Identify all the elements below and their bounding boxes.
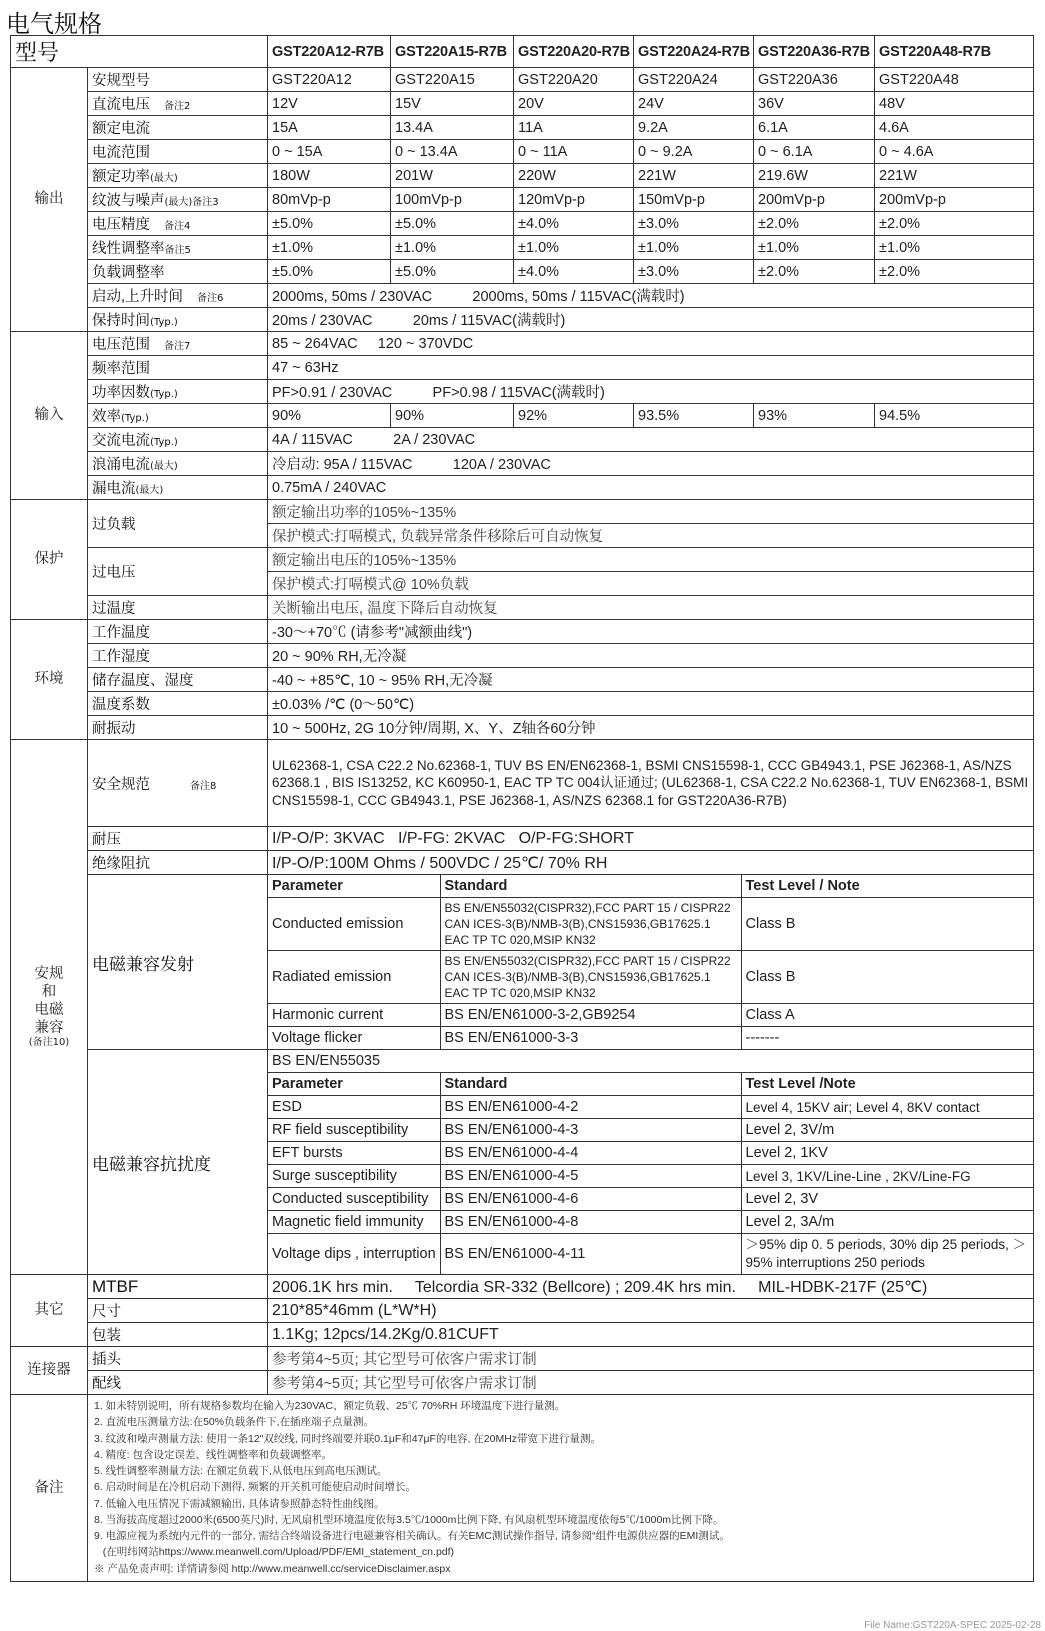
emc-immunity-table: [268, 1050, 1033, 1274]
cell-value: 220W: [514, 164, 634, 188]
level-cell: Level 2, 3A/m: [741, 1211, 1033, 1234]
row-label: 纹波与噪声(最大)备注3: [88, 188, 268, 212]
output-row: [11, 140, 1034, 164]
cell-value: 关断输出电压, 温度下降后自动恢复: [268, 596, 1034, 620]
column-header: Parameter: [268, 875, 440, 898]
cell-value: 13.4A: [391, 116, 514, 140]
table-row: [268, 1165, 1033, 1188]
environment-row: [11, 716, 1034, 740]
input-row: [11, 404, 1034, 428]
input-group-label: 输入: [11, 332, 88, 500]
cell-value: 93%: [754, 404, 875, 428]
cell-value: 100mVp-p: [391, 188, 514, 212]
row-label: 启动,上升时间 备注6: [88, 284, 268, 308]
cell-value: 93.5%: [634, 404, 754, 428]
standard-cell: BS EN/EN61000-4-5: [440, 1165, 741, 1188]
output-row: [11, 260, 1034, 284]
level-cell: Level 2, 1KV: [741, 1142, 1033, 1165]
cell-value: 11A: [514, 116, 634, 140]
row-label: 负载调整率: [88, 260, 268, 284]
table-row: [268, 898, 1033, 951]
cell-value: 4A / 115VAC 2A / 230VAC: [268, 428, 1034, 452]
row-label: 线性调整率备注5: [88, 236, 268, 260]
note-line: 2. 直流电压测量方法:在50%负载条件下,在插座端子点量测。: [94, 1416, 375, 1429]
standard-cell: BS EN/EN55032(CISPR32),FCC PART 15 / CISPR22 CAN ICES-3(B)/NMB-3(B),CNS15936,GB17625.1 EAC TP TC 020,MSIP KN32: [440, 951, 741, 1004]
safety-group-label: 安规 和 电磁 兼容 (备注10): [11, 740, 88, 1275]
model-name: GST220A48-R7B: [875, 36, 1034, 68]
standard-cell: BS EN/EN61000-4-8: [440, 1211, 741, 1234]
emc-emission-table: [268, 875, 1033, 1049]
column-header: Test Level /Note: [741, 1073, 1033, 1096]
cell-value: -30～+70℃ (请参考"减额曲线"): [268, 620, 1034, 644]
standard-cell: BS EN/EN61000-4-11: [440, 1234, 741, 1275]
cell-value: 0.75mA / 240VAC: [268, 476, 1034, 500]
param-cell: Harmonic current: [268, 1004, 440, 1027]
input-row: [11, 476, 1034, 500]
standard-cell: BS EN/EN61000-4-2: [440, 1096, 741, 1119]
cell-value: 200mVp-p: [875, 188, 1034, 212]
row-label: 工作温度: [88, 620, 268, 644]
cell-value: 85 ~ 264VAC 120 ~ 370VDC: [268, 332, 1034, 356]
file-name-footer: File Name:GST220A-SPEC 2025-02-28: [864, 1620, 1041, 1631]
safety-standards-text: UL62368-1, CSA C22.2 No.62368-1, TUV BS EN/EN62368-1, BSMI CNS15598-1, CCC GB4943.1, PSE J62368-1, AS/NZS 62368.1 , BIS IS13252, KC K60950-1, EAC TP TC 004认证通过; (UL62368-1, CSA C22.2 No.62368-1, TUV EN62368-1, BSMI CNS15598-1, CCC GB4943.1, PSE J62368-1, AS/NZS 62368.1 for GST220A36-R7B): [268, 740, 1034, 827]
standard-cell: BS EN/EN61000-4-6: [440, 1188, 741, 1211]
cell-value: 9.2A: [634, 116, 754, 140]
level-cell: Class B: [741, 951, 1033, 1004]
input-row: [11, 452, 1034, 476]
cell-value: I/P-O/P:100M Ohms / 500VDC / 25℃/ 70% RH: [268, 851, 1034, 875]
cell-value: ±5.0%: [268, 260, 391, 284]
param-cell: Voltage dips , interruption: [268, 1234, 440, 1275]
cell-value: 80mVp-p: [268, 188, 391, 212]
cell-value: 保护模式:打嗝模式@ 10%负载: [268, 572, 1034, 596]
level-cell: Level 2, 3V/m: [741, 1119, 1033, 1142]
note-line: 4. 精度: 包含设定误差、线性调整率和负载调整率。: [94, 1448, 333, 1461]
cell-value: 90%: [391, 404, 514, 428]
param-cell: RF field susceptibility: [268, 1119, 440, 1142]
row-label: 漏电流(最大): [88, 476, 268, 500]
model-header-label: 型号: [11, 36, 268, 68]
cell-value: 221W: [875, 164, 1034, 188]
model-name: GST220A15-R7B: [391, 36, 514, 68]
row-label: 耐振动: [88, 716, 268, 740]
cell-value: 20 ~ 90% RH,无冷凝: [268, 644, 1034, 668]
cell-value: ±2.0%: [754, 212, 875, 236]
cell-value: 2006.1K hrs min. Telcordia SR-332 (Bellcore) ; 209.4K hrs min. MIL-HDBK-217F (25℃): [268, 1275, 1034, 1299]
cell-value: 120mVp-p: [514, 188, 634, 212]
cell-value: ±3.0%: [634, 212, 754, 236]
notes-group-label: 备注: [11, 1395, 88, 1582]
cell-value: ±4.0%: [514, 212, 634, 236]
row-label: 浪涌电流(最大): [88, 452, 268, 476]
cell-value: ±5.0%: [391, 212, 514, 236]
cell-value: 20ms / 230VAC 20ms / 115VAC(满载时): [268, 308, 1034, 332]
environment-row: [11, 668, 1034, 692]
output-row: [11, 284, 1034, 308]
connector-row: [11, 1347, 1034, 1371]
cell-value: -40 ~ +85℃, 10 ~ 95% RH,无冷凝: [268, 668, 1034, 692]
cell-value: 10 ~ 500Hz, 2G 10分钟/周期, X、Y、Z轴各60分钟: [268, 716, 1034, 740]
row-label: MTBF: [88, 1275, 268, 1299]
row-label: 储存温度、湿度: [88, 668, 268, 692]
cell-value: 150mVp-p: [634, 188, 754, 212]
cell-value: 90%: [268, 404, 391, 428]
row-label: 电压精度 备注4: [88, 212, 268, 236]
cell-value: ±1.0%: [634, 236, 754, 260]
row-label: 过负载: [88, 500, 268, 548]
table-row: [268, 1188, 1033, 1211]
level-cell: Level 2, 3V: [741, 1188, 1033, 1211]
cell-value: GST220A48: [875, 68, 1034, 92]
table-header-row: [268, 1073, 1033, 1096]
connector-group-label: 连接器: [11, 1347, 88, 1395]
table-top-row: [268, 1050, 1033, 1073]
cell-value: 36V: [754, 92, 875, 116]
table-row: [268, 1004, 1033, 1027]
cell-value: ±1.0%: [754, 236, 875, 260]
cell-value: GST220A24: [634, 68, 754, 92]
safety-row: [11, 740, 1034, 827]
cell-value: 6.1A: [754, 116, 875, 140]
emc-emission-subtable-cell: [268, 875, 1034, 1050]
cell-value: 200mVp-p: [754, 188, 875, 212]
column-header: Standard: [440, 1073, 741, 1096]
standard-cell: BS EN/EN55032(CISPR32),FCC PART 15 / CISPR22 CAN ICES-3(B)/NMB-3(B),CNS15936,GB17625.1 EAC TP TC 020,MSIP KN32: [440, 898, 741, 951]
row-label: 电压范围 备注7: [88, 332, 268, 356]
note-line: 1. 如未特别说明，所有规格参数均在输入为230VAC、额定负载、25℃ 70%RH 环境温度下进行量测。: [94, 1400, 566, 1412]
cell-value: 12V: [268, 92, 391, 116]
output-row: [11, 164, 1034, 188]
row-label: 电磁兼容抗扰度: [88, 1050, 268, 1275]
table-row: [268, 1142, 1033, 1165]
level-cell: Level 4, 15KV air; Level 4, 8KV contact: [741, 1096, 1033, 1119]
row-label: 安全规范 备注8: [88, 740, 268, 827]
level-cell: -------: [741, 1027, 1033, 1050]
notes-list: [88, 1395, 1034, 1582]
other-row: [11, 1323, 1034, 1347]
row-label: 电流范围: [88, 140, 268, 164]
cell-value: 180W: [268, 164, 391, 188]
param-cell: Magnetic field immunity: [268, 1211, 440, 1234]
output-row: [11, 308, 1034, 332]
note-line: 3. 纹波和噪声测量方法: 使用一条12"双绞线, 同时终端要并联0.1μF和47μF的电容, 在20MHz带宽下进行量测。: [94, 1432, 602, 1445]
protection-row: [11, 596, 1034, 620]
param-cell: Conducted susceptibility: [268, 1188, 440, 1211]
row-label: 效率(Typ.): [88, 404, 268, 428]
cell-value: 15V: [391, 92, 514, 116]
row-label: 频率范围: [88, 356, 268, 380]
cell-value: 0 ~ 11A: [514, 140, 634, 164]
output-row: [11, 212, 1034, 236]
cell-value: 2000ms, 50ms / 230VAC 2000ms, 50ms / 115VAC(满载时): [268, 284, 1034, 308]
note-line: 6. 启动时间是在冷机启动下测得, 频繁的开关机可能使启动时间增长。: [94, 1481, 417, 1494]
cell-value: 92%: [514, 404, 634, 428]
row-label: 额定功率(最大): [88, 164, 268, 188]
cell-value: GST220A36: [754, 68, 875, 92]
cell-value: GST220A12: [268, 68, 391, 92]
immunity-standard: BS EN/EN55035: [268, 1050, 1033, 1073]
table-row: [268, 1027, 1033, 1050]
row-label: 工作湿度: [88, 644, 268, 668]
output-row: [11, 68, 1034, 92]
model-header-row: [11, 36, 1034, 68]
cell-value: GST220A20: [514, 68, 634, 92]
cell-value: 4.6A: [875, 116, 1034, 140]
cell-value: 94.5%: [875, 404, 1034, 428]
cell-value: 24V: [634, 92, 754, 116]
cell-value: 参考第4~5页; 其它型号可依客户需求订制: [268, 1347, 1034, 1371]
cell-value: 1.1Kg; 12pcs/14.2Kg/0.81CUFT: [268, 1323, 1034, 1347]
cell-value: 47 ~ 63Hz: [268, 356, 1034, 380]
cell-value: ±2.0%: [875, 212, 1034, 236]
cell-value: ±4.0%: [514, 260, 634, 284]
page-title: 电气规格: [6, 10, 102, 38]
row-label: 绝缘阻抗: [88, 851, 268, 875]
param-cell: EFT bursts: [268, 1142, 440, 1165]
cell-value: I/P-O/P: 3KVAC I/P-FG: 2KVAC O/P-FG:SHORT: [268, 827, 1034, 851]
emc-immunity-subtable-cell: [268, 1050, 1034, 1275]
row-label: 过温度: [88, 596, 268, 620]
cell-value: ±3.0%: [634, 260, 754, 284]
cell-value: 221W: [634, 164, 754, 188]
table-row: [268, 1119, 1033, 1142]
row-label: 包装: [88, 1323, 268, 1347]
row-label: 尺寸: [88, 1299, 268, 1323]
cell-value: 额定输出电压的105%~135%: [268, 548, 1034, 572]
cell-value: 48V: [875, 92, 1034, 116]
standard-cell: BS EN/EN61000-4-3: [440, 1119, 741, 1142]
environment-row: [11, 692, 1034, 716]
cell-value: 20V: [514, 92, 634, 116]
level-cell: Level 3, 1KV/Line-Line , 2KV/Line-FG: [741, 1165, 1033, 1188]
cell-value: ±2.0%: [875, 260, 1034, 284]
cell-value: ±1.0%: [268, 236, 391, 260]
cell-value: GST220A15: [391, 68, 514, 92]
cell-value: ±0.03% /℃ (0～50℃): [268, 692, 1034, 716]
param-cell: ESD: [268, 1096, 440, 1119]
table-row: [268, 1096, 1033, 1119]
param-cell: Surge susceptibility: [268, 1165, 440, 1188]
cell-value: 0 ~ 6.1A: [754, 140, 875, 164]
param-cell: Radiated emission: [268, 951, 440, 1004]
cell-value: 参考第4~5页; 其它型号可依客户需求订制: [268, 1371, 1034, 1395]
notes-row: [11, 1395, 1034, 1582]
row-label: 插头: [88, 1347, 268, 1371]
cell-value: 0 ~ 13.4A: [391, 140, 514, 164]
note-line: ※ 产品免责声明: 详情请参阅 http://www.meanwell.cc/serviceDisclaimer.aspx: [94, 1562, 451, 1575]
standard-cell: BS EN/EN61000-3-2,GB9254: [440, 1004, 741, 1027]
cell-value: ±1.0%: [514, 236, 634, 260]
row-label: 配线: [88, 1371, 268, 1395]
cell-value: 0 ~ 9.2A: [634, 140, 754, 164]
output-row: [11, 92, 1034, 116]
cell-value: ±1.0%: [875, 236, 1034, 260]
cell-value: 0 ~ 15A: [268, 140, 391, 164]
cell-value: 210*85*46mm (L*W*H): [268, 1299, 1034, 1323]
safety-row: [11, 875, 1034, 1050]
input-row: [11, 428, 1034, 452]
input-row: [11, 332, 1034, 356]
environment-row: [11, 644, 1034, 668]
other-group-label: 其它: [11, 1275, 88, 1347]
input-row: [11, 356, 1034, 380]
model-name: GST220A24-R7B: [634, 36, 754, 68]
note-line: 9. 电源应视为系统内元件的一部分, 需结合终端设备进行电磁兼容相关确认。有关EMC测试操作指导, 请参阅“组件电源供应器的EMI测试。: [94, 1530, 730, 1543]
row-label: 温度系数: [88, 692, 268, 716]
level-cell: Class B: [741, 898, 1033, 951]
cell-value: 额定输出功率的105%~135%: [268, 500, 1034, 524]
safety-row: [11, 851, 1034, 875]
note-line: 7. 低输入电压情况下需减额输出, 具体请参照静态特性曲线图。: [94, 1497, 385, 1510]
level-cell: Class A: [741, 1004, 1033, 1027]
other-row: [11, 1275, 1034, 1299]
cell-value: 201W: [391, 164, 514, 188]
row-label: 保持时间(Typ.): [88, 308, 268, 332]
row-label: 安规型号: [88, 68, 268, 92]
row-label: 过电压: [88, 548, 268, 596]
standard-cell: BS EN/EN61000-4-4: [440, 1142, 741, 1165]
table-row: [268, 1234, 1033, 1275]
model-name: GST220A20-R7B: [514, 36, 634, 68]
environment-row: [11, 620, 1034, 644]
protection-group-label: 保护: [11, 500, 88, 620]
cell-value: ±2.0%: [754, 260, 875, 284]
note-line: (在明纬网站https://www.meanwell.com/Upload/PDF/EMI_statement_cn.pdf): [94, 1546, 455, 1559]
safety-row: [11, 1050, 1034, 1275]
table-header-row: [268, 875, 1033, 898]
cell-value: ±5.0%: [391, 260, 514, 284]
param-cell: Voltage flicker: [268, 1027, 440, 1050]
standard-cell: BS EN/EN61000-3-3: [440, 1027, 741, 1050]
cell-value: ±5.0%: [268, 212, 391, 236]
cell-value: 冷启动: 95A / 115VAC 120A / 230VAC: [268, 452, 1034, 476]
cell-value: 15A: [268, 116, 391, 140]
cell-value: 0 ~ 4.6A: [875, 140, 1034, 164]
note-line: 5. 线性调整率测量方法: 在额定负载下,从低电压到高电压测试。: [94, 1465, 388, 1478]
environment-group-label: 环境: [11, 620, 88, 740]
table-row: [268, 1211, 1033, 1234]
output-row: [11, 188, 1034, 212]
protection-row: [11, 548, 1034, 572]
output-group-label: 输出: [11, 68, 88, 332]
model-name: GST220A12-R7B: [268, 36, 391, 68]
connector-row: [11, 1371, 1034, 1395]
row-label: 交流电流(Typ.): [88, 428, 268, 452]
safety-row: [11, 827, 1034, 851]
column-header: Parameter: [268, 1073, 440, 1096]
cell-value: 保护模式:打嗝模式, 负载异常条件移除后可自动恢复: [268, 524, 1034, 548]
column-header: Standard: [440, 875, 741, 898]
cell-value: 219.6W: [754, 164, 875, 188]
row-label: 耐压: [88, 827, 268, 851]
note-line: 8. 当海拔高度超过2000米(6500英尺)时, 无风扇机型环境温度依每3.5℃/1000m比例下降, 有风扇机型环境温度依每5℃/1000m比例下降。: [94, 1513, 724, 1526]
table-row: [268, 951, 1033, 1004]
spec-table: [10, 35, 1034, 1582]
protection-row: [11, 500, 1034, 524]
level-cell: ＞95% dip 0. 5 periods, 30% dip 25 periods, ＞95% interruptions 250 periods: [741, 1234, 1033, 1275]
model-name: GST220A36-R7B: [754, 36, 875, 68]
output-row: [11, 236, 1034, 260]
cell-value: ±1.0%: [391, 236, 514, 260]
row-label: 功率因数(Typ.): [88, 380, 268, 404]
param-cell: Conducted emission: [268, 898, 440, 951]
other-row: [11, 1299, 1034, 1323]
output-row: [11, 116, 1034, 140]
row-label: 额定电流: [88, 116, 268, 140]
input-row: [11, 380, 1034, 404]
row-label: 直流电压 备注2: [88, 92, 268, 116]
column-header: Test Level / Note: [741, 875, 1033, 898]
row-label: 电磁兼容发射: [88, 875, 268, 1050]
cell-value: PF>0.91 / 230VAC PF>0.98 / 115VAC(满载时): [268, 380, 1034, 404]
